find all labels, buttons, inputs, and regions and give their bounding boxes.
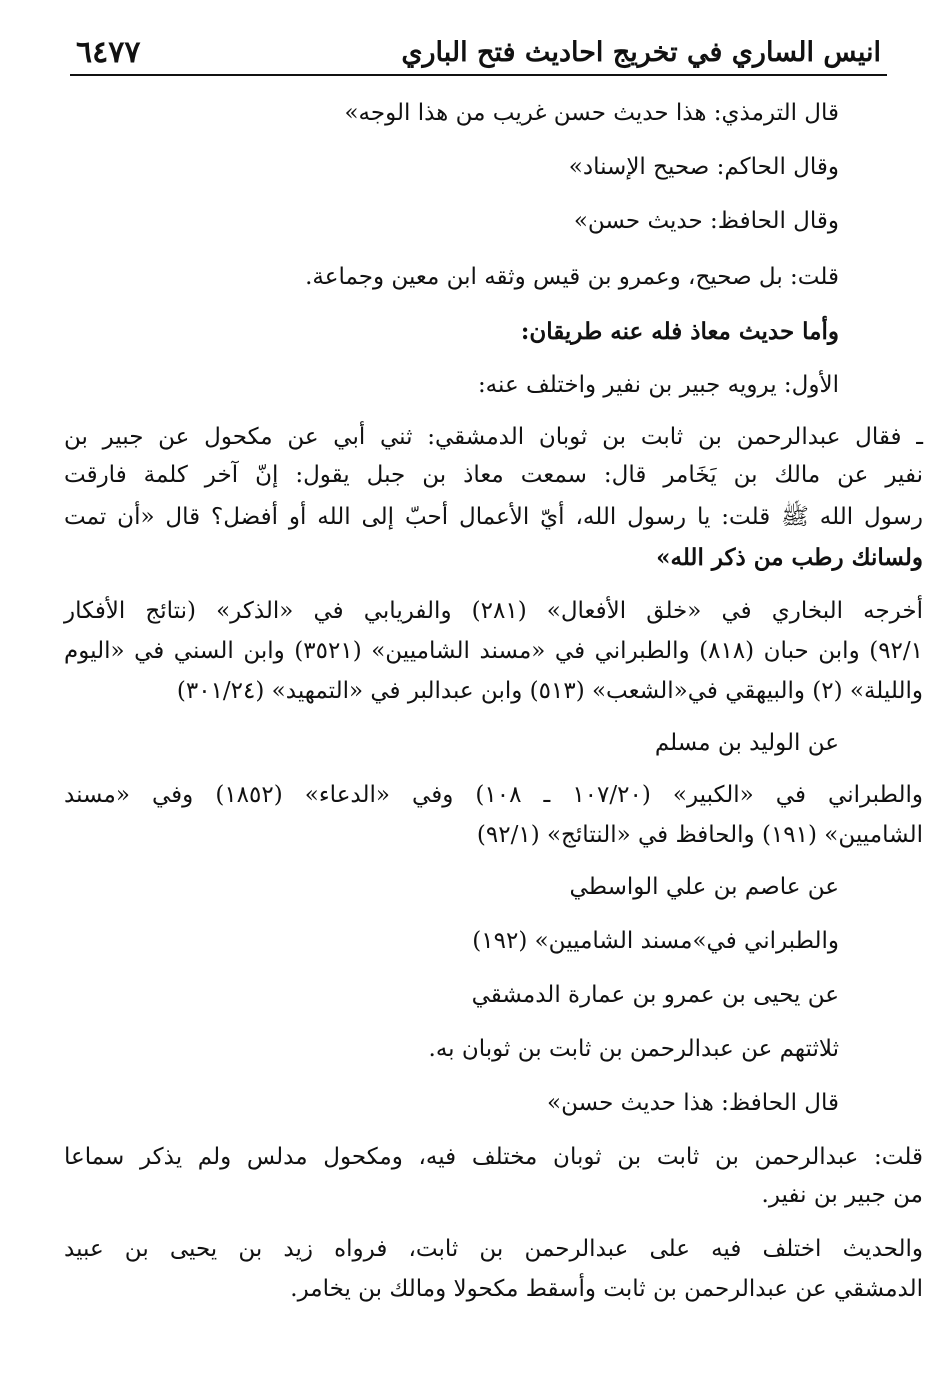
text-line: أخرجه البخاري في «خلق الأفعال» (٢٨١) والفريابي في «الذكر» (نتائج الأفكار	[64, 598, 923, 624]
text-line: ولسانك رطب من ذكر الله»	[656, 544, 923, 571]
text-line: وأما حديث معاذ فله عنه طريقان:	[520, 318, 839, 345]
text-line: الأول: يرويه جبير بن نفير واختلف عنه:	[477, 372, 839, 398]
text-line: قال الترمذي: هذا حديث حسن غريب من هذا الوجه»	[344, 100, 839, 126]
text-line: نفير عن مالك بن يَخَامر قال: سمعت معاذ بن جبل يقول: إنّ آخر كلمة فارقت	[64, 462, 923, 488]
text-line: قلت: بل صحيح، وعمرو بن قيس وثقه ابن معين وجماعة.	[305, 264, 839, 290]
text-line: الدمشقي عن عبدالرحمن بن ثابت وأسقط مكحولا ومالك بن يخامر.	[290, 1276, 923, 1302]
text-line: وقال الحاكم: صحيح الإسناد»	[568, 154, 839, 180]
text-line: عن عاصم بن علي الواسطي	[569, 874, 839, 900]
text-line: والليلة» (٢) والبيهقي في«الشعب» (٥١٣) وابن عبدالبر في «التمهيد» (٣٠١/٢٤)	[176, 678, 923, 704]
running-header	[76, 28, 881, 76]
text-line: الشاميين» (١٩١) والحافظ في «النتائج» (٩٢/١)	[476, 822, 923, 848]
text-line: وقال الحافظ: حديث حسن»	[573, 208, 839, 234]
page-number: ٦٤٧٧	[76, 34, 141, 70]
text-line: والطبراني في «الكبير» (١٠٧/٢٠ ـ ١٠٨) وفي «الدعاء» (١٨٥٢) وفي «مسند	[64, 782, 923, 808]
header-rule	[70, 74, 887, 76]
header-title: انيس الساري في تخريج احاديث فتح الباري	[401, 36, 881, 68]
text-line: عن يحيى بن عمرو بن عمارة الدمشقي	[471, 982, 839, 1008]
text-line: من جبير بن نفير.	[761, 1182, 923, 1208]
text-line: والحديث اختلف فيه على عبدالرحمن بن ثابت، فرواه زيد بن يحيى بن عبيد	[64, 1236, 923, 1262]
text-line: ـ فقال عبدالرحمن بن ثابت بن ثوبان الدمشقي: ثني أبي عن مكحول عن جبير بن	[64, 424, 924, 450]
text-line: رسول الله ﷺ قلت: يا رسول الله، أيّ الأعمال أحبّ إلى الله أو أفضل؟ قال «أن تمت	[64, 504, 923, 530]
text-line: والطبراني في»مسند الشاميين» (١٩٢)	[472, 928, 839, 954]
text-line: قال الحافظ: هذا حديث حسن»	[547, 1090, 839, 1116]
text-line: عن الوليد بن مسلم	[654, 730, 839, 756]
text-line: ثلاثتهم عن عبدالرحمن بن ثابت بن ثوبان به.	[428, 1036, 839, 1062]
text-line: ٩٢/١) وابن حبان (٨١٨) والطبراني في «مسند الشاميين» (٣٥٢١) وابن السني في «اليوم	[64, 638, 923, 664]
text-line: قلت: عبدالرحمن بن ثابت بن ثوبان مختلف فيه، ومكحول مدلس ولم يذكر سماعا	[64, 1144, 923, 1170]
